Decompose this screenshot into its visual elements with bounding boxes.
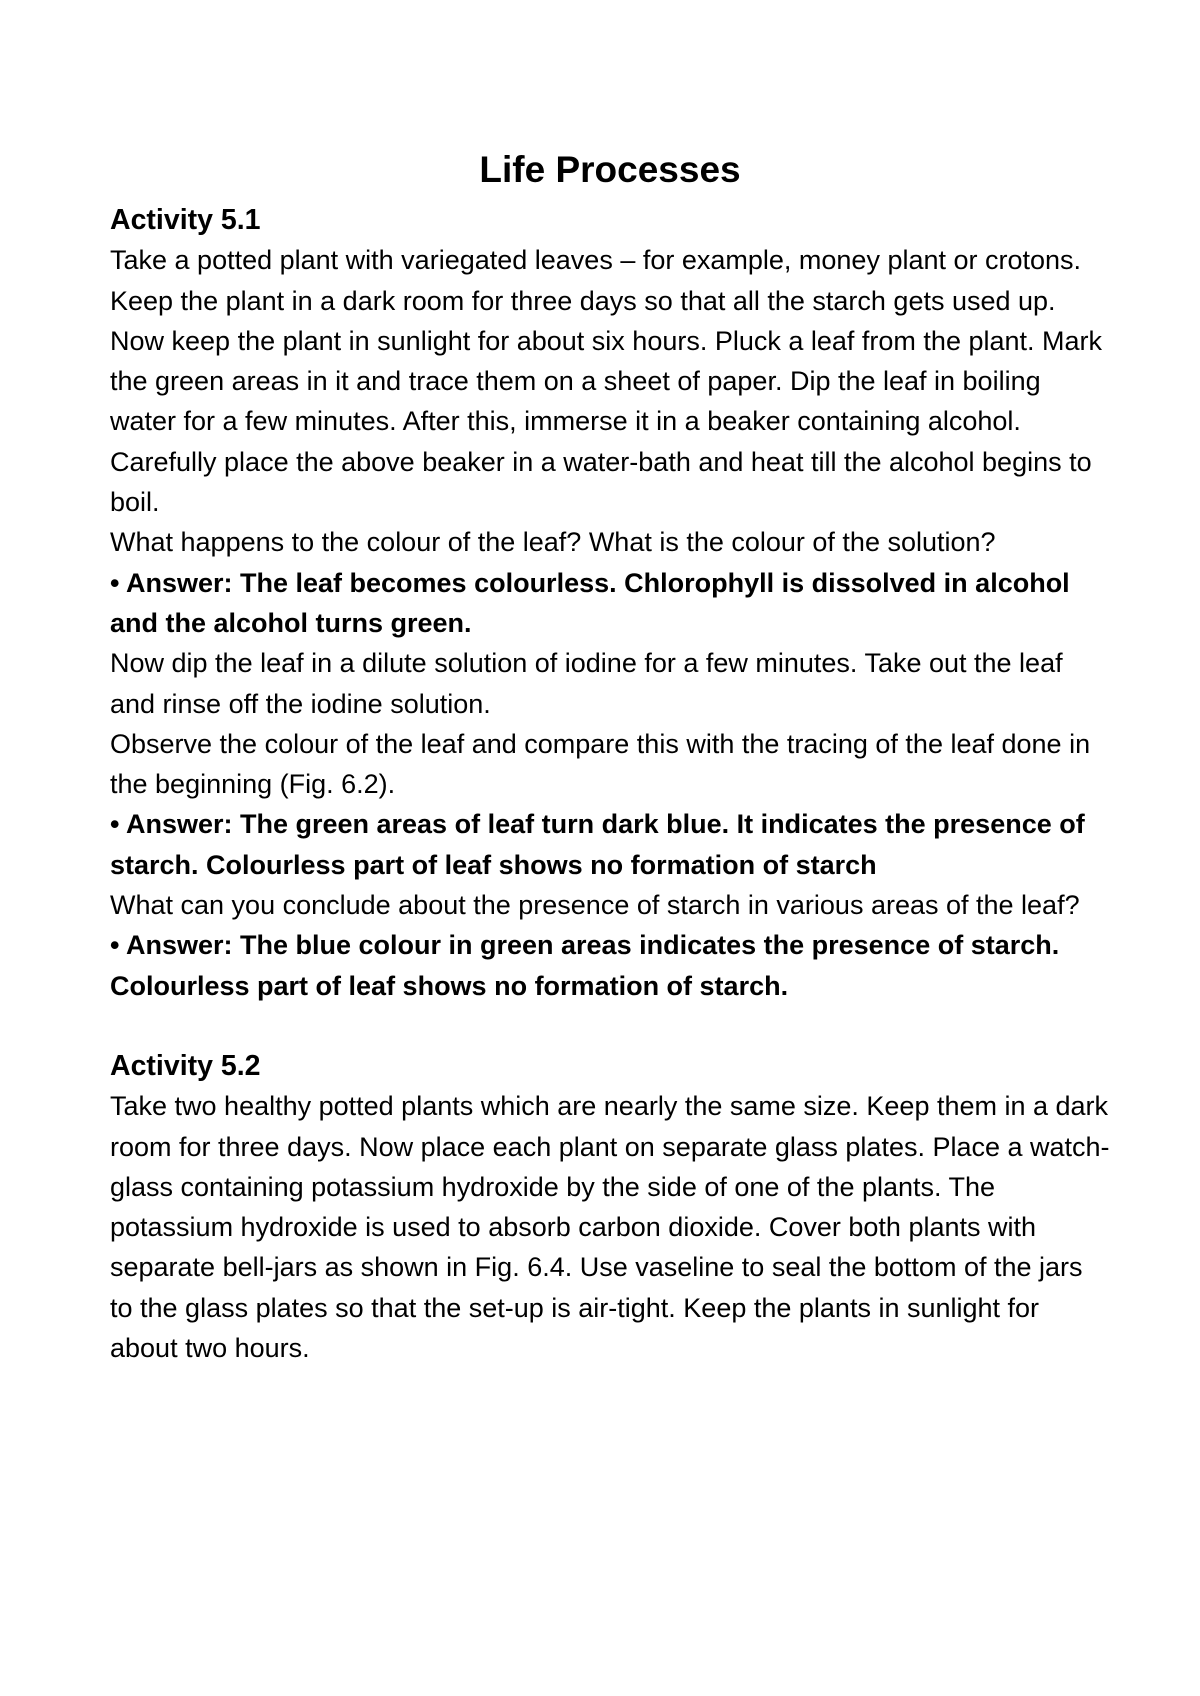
answer-2: • Answer: The green areas of leaf turn dark blue. It indicates the presence of starch. Colourless part of leaf shows no formation of starch bbox=[110, 809, 1085, 880]
answer-1: • Answer: The leaf becomes colourless. Chlorophyll is dissolved in alcohol and the alcohol turns green. bbox=[110, 567, 1070, 638]
activity-5-2-procedure: Take two healthy potted plants which are nearly the same size. Keep them in a dark room for three days. Now place each plant on separate glass plates. Place a watch-glass containing potassium hydroxide by the side of one of the plants. The potassium hydroxide is used to absorb carbon dioxide. Cover both plants with separate bell-jars as shown in Fig. 6.4. Use vaseline to seal the bottom of the jars to the glass plates so that the set-up is air-tight. Keep the plants in sunlight for about two hours. bbox=[110, 1091, 1110, 1364]
activity-5-2-heading: Activity 5.2 bbox=[110, 1049, 261, 1082]
page-title: Life Processes bbox=[479, 149, 741, 190]
question-1: What happens to the colour of the leaf? What is the colour of the solution? bbox=[110, 527, 996, 558]
procedure-iodine: Now dip the leaf in a dilute solution of iodine for a few minutes. Take out the leaf and rinse off the iodine solution. bbox=[110, 648, 1063, 719]
question-2: Observe the colour of the leaf and compare this with the tracing of the leaf done in the beginning (Fig. 6.2). bbox=[110, 728, 1091, 800]
answer-3: • Answer: The blue colour in green areas indicates the presence of starch. Colourless part of leaf shows no formation of starch. bbox=[110, 930, 1060, 1001]
section-gap bbox=[110, 1006, 1110, 1046]
question-3: What can you conclude about the presence of starch in various areas of the leaf? bbox=[110, 890, 1080, 921]
document-page bbox=[110, 146, 1110, 1368]
activity-5-1-heading: Activity 5.1 bbox=[110, 204, 261, 236]
activity-5-1-section bbox=[110, 200, 1110, 1006]
activity-5-2-section bbox=[110, 1046, 1110, 1368]
activity-5-1-procedure: Take a potted plant with variegated leaves – for example, money plant or crotons. Keep the plant in a dark room for three days so that all the starch gets used up. Now keep the plant in sunlight for about six hours. Pluck a leaf from the plant. Mark the green areas in it and trace them on a sheet of paper. Dip the leaf in boiling water for a few minutes. After this, immerse it in a beaker containing alcohol. Carefully place the above beaker in a water-bath and heat till the alcohol begins to boil. bbox=[110, 245, 1103, 518]
